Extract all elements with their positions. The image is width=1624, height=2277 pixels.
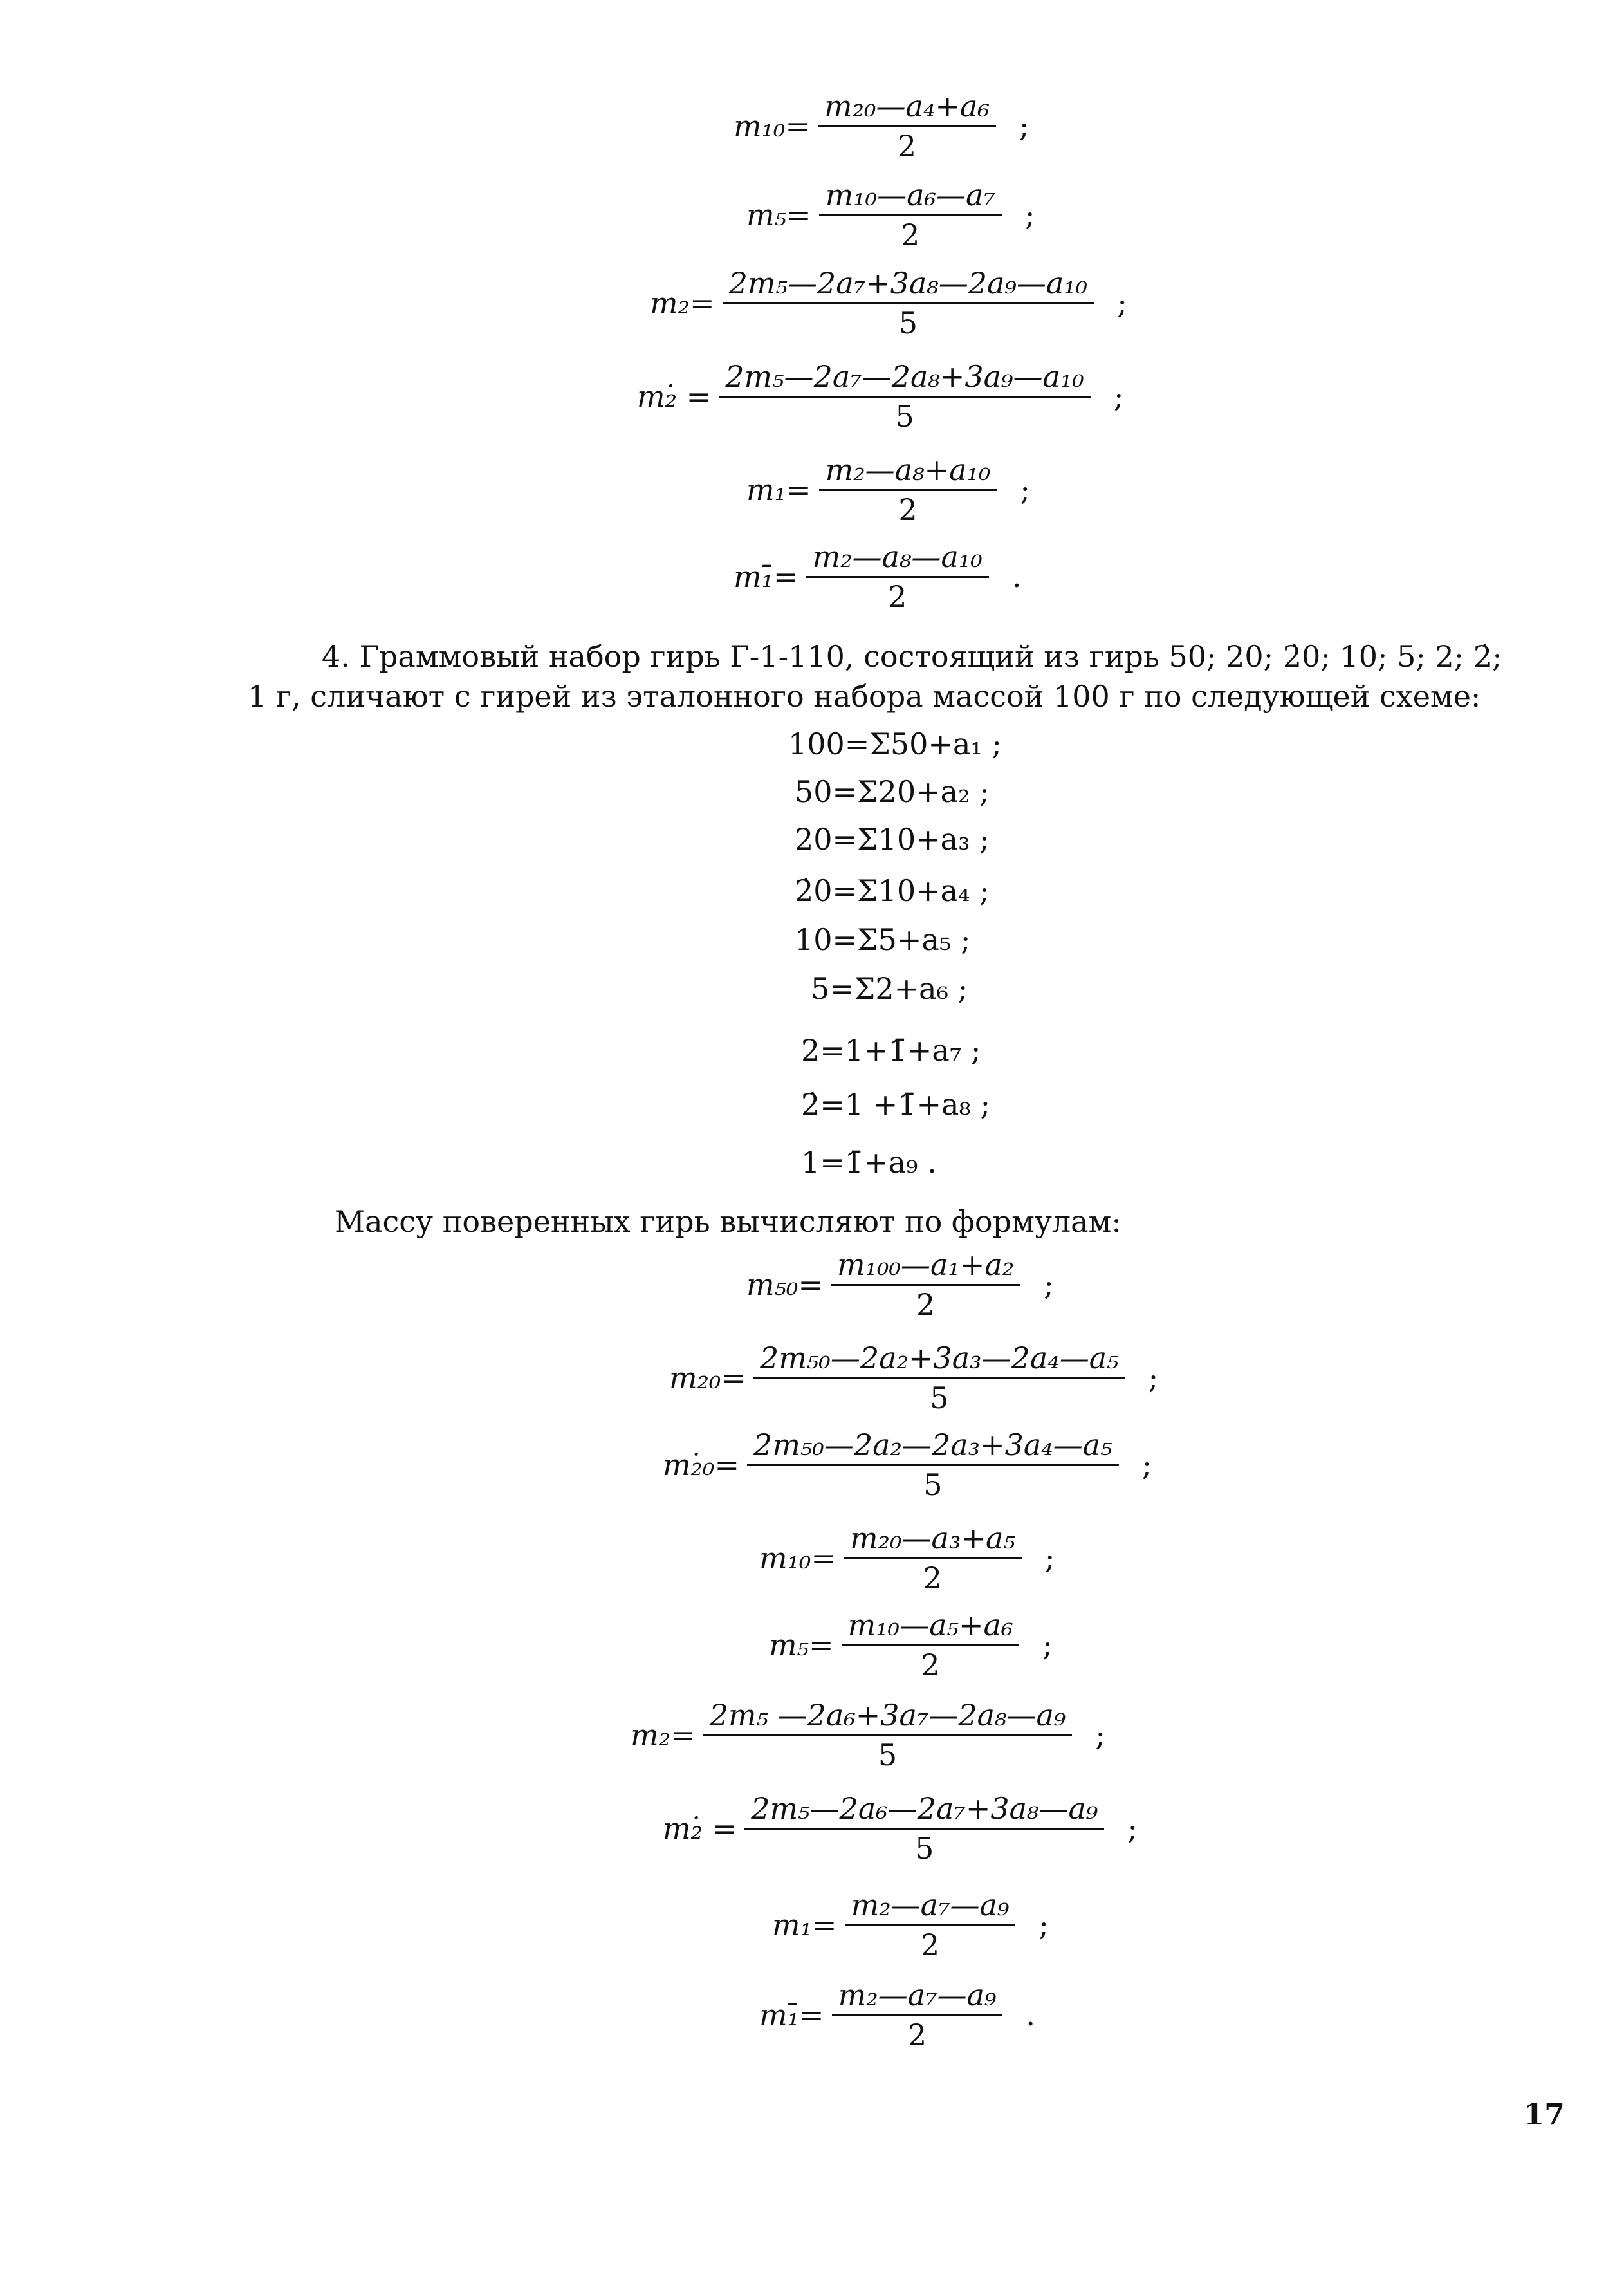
numerator: m₂—a₈+a₁₀ bbox=[825, 452, 991, 487]
page-number: 17 bbox=[1524, 2097, 1565, 2132]
numerator: m₂—a₇—a₉ bbox=[838, 1978, 997, 2012]
numerator: m₂₀—a₃+a₅ bbox=[850, 1521, 1015, 1556]
formula-m2-top bbox=[650, 267, 1127, 339]
numerator: 2m₅₀—2a₂—2a₃+3a₄—a₅ bbox=[753, 1427, 1112, 1462]
fraction bbox=[719, 360, 1091, 432]
punctuation: ; bbox=[1141, 1447, 1152, 1483]
formula-lhs: m₅₀= bbox=[746, 1267, 824, 1303]
numerator: m₁₀₀—a₁+a₂ bbox=[837, 1247, 1015, 1282]
formula-m5-top bbox=[746, 179, 1035, 251]
formula-lhs: m₁= bbox=[772, 1908, 837, 1943]
numerator: m₂—a₈—a₁₀ bbox=[812, 539, 983, 574]
punctuation: ; bbox=[1095, 1718, 1105, 1753]
denominator: 2 bbox=[819, 214, 1002, 252]
punctuation: ; bbox=[1019, 109, 1029, 144]
denominator: 2 bbox=[842, 1644, 1020, 1682]
punctuation: ; bbox=[1038, 1908, 1049, 1943]
punctuation: ; bbox=[1044, 1267, 1054, 1303]
denominator: 5 bbox=[753, 1377, 1125, 1415]
denominator: 2 bbox=[819, 489, 997, 526]
fraction bbox=[845, 1889, 1016, 1961]
formula-lhs: m₅= bbox=[769, 1628, 834, 1663]
formula-lhs: m₁₀= bbox=[759, 1541, 836, 1576]
fraction bbox=[818, 90, 996, 162]
denominator: 5 bbox=[723, 302, 1094, 340]
fraction bbox=[842, 1609, 1020, 1681]
formula-m20dot bbox=[663, 1429, 1152, 1501]
fraction bbox=[744, 1792, 1104, 1864]
fraction bbox=[723, 267, 1094, 339]
formula-m5 bbox=[769, 1609, 1053, 1681]
numerator: m₂—a₇—a₉ bbox=[851, 1888, 1010, 1922]
scheme-line: 100=Σ50+a₁ ; bbox=[788, 727, 1002, 761]
scheme-line: 2̇0=Σ10+a₄ ; bbox=[795, 873, 990, 908]
denominator: 2 bbox=[818, 125, 996, 163]
denominator: 5 bbox=[719, 396, 1091, 433]
formula-m1bar-top bbox=[734, 541, 1021, 613]
denominator: 2 bbox=[832, 2014, 1003, 2052]
scheme-line: 5=Σ2+a₆ ; bbox=[811, 971, 968, 1006]
numerator: 2m₅—2a₇—2a₈+3a₉—a₁₀ bbox=[725, 359, 1084, 394]
formula-lhs: m₂̇ = bbox=[637, 379, 712, 414]
formula-m1bar bbox=[759, 1979, 1035, 2051]
formula-m2dot bbox=[663, 1792, 1138, 1864]
paragraph-4-line-1: 4. Граммовый набор гирь Г-1-110, состоящий из гирь 50; 20; 2̇0; 10; 5; 2; 2̇; bbox=[322, 639, 1502, 674]
denominator: 5 bbox=[744, 1828, 1104, 1865]
formula-lhs: m₂= bbox=[631, 1718, 696, 1753]
numerator: 2m₅₀—2a₂+3a₃—2a₄—a₅ bbox=[760, 1341, 1119, 1375]
scheme-line: 1=1̄+a₉ . bbox=[801, 1145, 937, 1180]
numerator: 2m₅—2a₆—2a₇+3a₈—a₉ bbox=[751, 1791, 1098, 1826]
formula-m1-top bbox=[746, 454, 1030, 526]
denominator: 5 bbox=[703, 1734, 1073, 1772]
formula-lhs: m₁₀= bbox=[734, 109, 811, 144]
denominator: 2 bbox=[845, 1924, 1016, 1962]
formula-lhs: m₂̇ = bbox=[663, 1811, 737, 1846]
fraction bbox=[747, 1429, 1119, 1501]
formula-m20 bbox=[669, 1342, 1158, 1414]
formula-lhs: m₁= bbox=[746, 472, 811, 508]
numerator: m₂₀—a₄+a₆ bbox=[824, 89, 990, 124]
numerator: m₁₀—a₆—a₇ bbox=[825, 178, 995, 212]
fraction bbox=[831, 1249, 1020, 1321]
punctuation: ; bbox=[1148, 1361, 1159, 1396]
formula-m2 bbox=[631, 1699, 1105, 1771]
punctuation: ; bbox=[1020, 472, 1030, 508]
fraction bbox=[832, 1979, 1003, 2051]
punctuation: . bbox=[1011, 559, 1022, 595]
numerator: 2m₅—2a₇+3a₈—2a₉—a₁₀ bbox=[728, 266, 1088, 301]
denominator: 2 bbox=[844, 1557, 1022, 1595]
punctuation: ; bbox=[1117, 286, 1127, 321]
denominator: 5 bbox=[747, 1464, 1119, 1501]
formula-lhs: m₁̄= bbox=[759, 1998, 824, 2033]
paragraph-4-line-2: 1 г, сличают с гирей из эталонного набора массой 100 г по следующей схеме: bbox=[248, 679, 1481, 714]
denominator: 2 bbox=[806, 576, 989, 613]
formula-lhs: m₂= bbox=[650, 286, 715, 321]
formula-lhs: m₅= bbox=[746, 198, 811, 233]
fraction bbox=[806, 541, 989, 613]
formula-m2dot-top bbox=[637, 360, 1123, 432]
numerator: 2m₅ —2a₆+3a₇—2a₈—a₉ bbox=[709, 1698, 1066, 1733]
fraction bbox=[844, 1522, 1022, 1594]
formula-m10 bbox=[759, 1522, 1055, 1594]
scheme-line: 2̇=1 +1̄+a₈ ; bbox=[801, 1087, 991, 1122]
fraction bbox=[753, 1342, 1125, 1414]
punctuation: . bbox=[1026, 1998, 1036, 2033]
formula-m1 bbox=[772, 1889, 1049, 1961]
scheme-line: 10=Σ5+a₅ ; bbox=[795, 922, 971, 957]
punctuation: ; bbox=[1044, 1541, 1055, 1576]
punctuation: ; bbox=[1042, 1628, 1053, 1663]
formula-m10-top bbox=[734, 90, 1029, 162]
denominator: 2 bbox=[831, 1284, 1020, 1321]
scheme-line: 20=Σ10+a₃ ; bbox=[795, 822, 990, 857]
fraction bbox=[703, 1699, 1073, 1771]
mass-intro: Массу поверенных гирь вычисляют по формулам: bbox=[335, 1204, 1121, 1239]
formula-lhs: m₂₀= bbox=[669, 1361, 746, 1396]
formula-m50 bbox=[746, 1249, 1054, 1321]
formula-lhs: m₁̄= bbox=[734, 559, 798, 595]
scheme-line: 50=Σ20+a₂ ; bbox=[795, 774, 990, 809]
punctuation: ; bbox=[1113, 379, 1124, 414]
fraction bbox=[819, 454, 997, 526]
formula-lhs: m₂̇₀= bbox=[663, 1447, 740, 1483]
punctuation: ; bbox=[1127, 1811, 1138, 1846]
punctuation: ; bbox=[1024, 198, 1035, 233]
fraction bbox=[819, 179, 1002, 251]
scheme-line: 2=1+1̄+a₇ ; bbox=[801, 1033, 981, 1068]
numerator: m₁₀—a₅+a₆ bbox=[847, 1608, 1013, 1642]
